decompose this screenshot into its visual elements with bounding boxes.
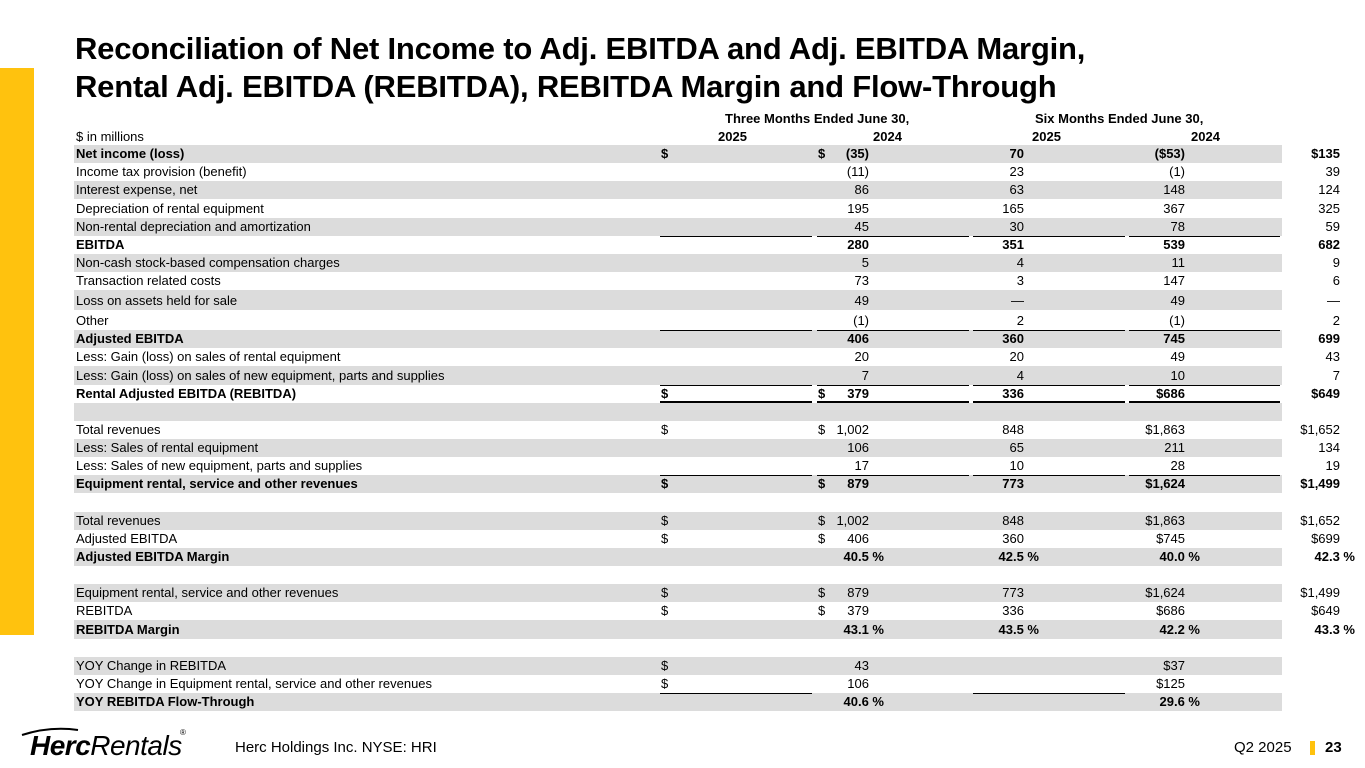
row-label: Depreciation of rental equipment xyxy=(76,200,264,216)
value-cell: (11) xyxy=(846,164,869,180)
value-cell: $125 xyxy=(1156,675,1185,691)
table-row xyxy=(74,475,1340,493)
row-label: Adjusted EBITDA Margin xyxy=(76,548,230,564)
value-cell: 43.3 % xyxy=(1314,621,1355,637)
value-cell: 29.6 % xyxy=(1159,694,1200,710)
row-label: Less: Sales of new equipment, parts and supplies xyxy=(76,458,363,474)
value-cell: 379 xyxy=(847,385,869,401)
value-cell: 63 xyxy=(1009,182,1024,198)
row-label: Non-rental depreciation and amortization xyxy=(76,218,311,234)
table-row xyxy=(74,548,1355,566)
value-cell: 2 xyxy=(1332,313,1340,329)
value-cell: $1,652 xyxy=(1300,421,1340,437)
quarter-label: Q2 2025 xyxy=(1234,739,1292,756)
currency-symbol: $ xyxy=(661,675,669,691)
table-row xyxy=(74,403,1282,421)
value-cell: 9 xyxy=(1332,254,1340,270)
value-cell: 7 xyxy=(861,367,869,383)
value-cell: $686 xyxy=(1156,603,1185,619)
value-cell: 59 xyxy=(1325,218,1340,234)
row-label: EBITDA xyxy=(76,236,125,252)
value-cell: 406 xyxy=(847,530,869,546)
value-cell: 336 xyxy=(1002,385,1024,401)
value-cell: 124 xyxy=(1318,182,1340,198)
subtotal-rule xyxy=(660,693,812,694)
value-cell: 4 xyxy=(1016,367,1024,383)
value-cell: 148 xyxy=(1163,182,1185,198)
row-label: Less: Gain (loss) on sales of rental equipment xyxy=(76,349,341,365)
row-label: Net income (loss) xyxy=(76,146,185,162)
subtotal-rule xyxy=(817,385,969,386)
subtotal-rule xyxy=(973,475,1125,476)
value-cell: 773 xyxy=(1002,585,1024,601)
table-row xyxy=(74,457,1340,475)
currency-symbol: $ xyxy=(661,585,669,601)
row-label: YOY Change in Equipment rental, service and other revenues xyxy=(76,675,433,691)
value-cell: — xyxy=(1011,293,1024,309)
value-cell: $37 xyxy=(1163,657,1185,673)
header-six-months: Six Months Ended June 30, xyxy=(1035,111,1204,126)
currency-symbol: $ xyxy=(818,512,826,528)
value-cell: 40.5 % xyxy=(843,548,884,564)
currency-symbol: $ xyxy=(818,603,826,619)
value-cell: 10 xyxy=(1009,458,1024,474)
value-cell: 147 xyxy=(1163,273,1185,289)
subtotal-rule xyxy=(973,385,1125,386)
value-cell: 134 xyxy=(1318,440,1340,456)
value-cell: $1,863 xyxy=(1145,421,1185,437)
table-row xyxy=(74,218,1340,236)
table-row xyxy=(74,199,1340,217)
row-label: Adjusted EBITDA xyxy=(76,530,178,546)
value-cell: $649 xyxy=(1311,603,1340,619)
reconciliation-table xyxy=(74,145,1355,711)
value-cell: 6 xyxy=(1332,273,1340,289)
table-row xyxy=(74,675,1282,693)
value-cell: 49 xyxy=(854,293,869,309)
table-row xyxy=(74,584,1340,602)
currency-symbol: $ xyxy=(818,385,826,401)
value-cell: $1,624 xyxy=(1145,585,1185,601)
logo-wordmark xyxy=(30,730,182,762)
value-cell: (1) xyxy=(1169,164,1185,180)
table-row xyxy=(74,566,1282,584)
value-cell: 49 xyxy=(1170,349,1185,365)
value-cell: 40.0 % xyxy=(1159,548,1200,564)
value-cell: $699 xyxy=(1311,530,1340,546)
row-label: Rental Adjusted EBITDA (REBITDA) xyxy=(76,385,297,401)
value-cell: (1) xyxy=(853,313,869,329)
row-label: Total revenues xyxy=(76,421,161,437)
table-row xyxy=(74,310,1340,330)
value-cell: 351 xyxy=(1002,236,1024,252)
row-label: REBITDA Margin xyxy=(76,621,180,637)
table-row xyxy=(74,145,1340,163)
value-cell: 30 xyxy=(1009,218,1024,234)
value-cell: 106 xyxy=(847,440,869,456)
table-row xyxy=(74,602,1340,620)
value-cell: 360 xyxy=(1002,530,1024,546)
value-cell: 406 xyxy=(847,331,869,347)
value-cell: 211 xyxy=(1164,440,1185,456)
value-cell: 325 xyxy=(1318,200,1340,216)
table-row xyxy=(74,290,1340,310)
value-cell: 86 xyxy=(854,182,869,198)
table-row xyxy=(74,236,1340,254)
title-line-2: Rental Adj. EBITDA (REBITDA), REBITDA Margin and Flow-Through xyxy=(75,69,1057,104)
value-cell: — xyxy=(1327,293,1340,309)
value-cell: 4 xyxy=(1016,254,1024,270)
value-cell: 11 xyxy=(1171,254,1185,270)
value-cell: $649 xyxy=(1311,385,1340,401)
value-cell: $1,499 xyxy=(1300,476,1340,492)
row-label: Interest expense, net xyxy=(76,182,198,198)
value-cell: $1,499 xyxy=(1300,585,1340,601)
row-label: YOY Change in REBITDA xyxy=(76,657,227,673)
value-cell: 1,002 xyxy=(836,512,869,528)
row-label: Loss on assets held for sale xyxy=(76,293,238,309)
table-row xyxy=(74,421,1340,439)
currency-symbol: $ xyxy=(818,476,826,492)
value-cell: 7 xyxy=(1332,367,1340,383)
subtotal-rule xyxy=(660,236,812,237)
accent-bar xyxy=(0,68,34,635)
value-cell: 65 xyxy=(1009,440,1024,456)
value-cell: 19 xyxy=(1325,458,1340,474)
row-label: REBITDA xyxy=(76,603,133,619)
value-cell: 39 xyxy=(1325,164,1340,180)
value-cell: 43 xyxy=(1325,349,1340,365)
row-label: Equipment rental, service and other revenues xyxy=(76,585,339,601)
subtotal-rule xyxy=(817,475,969,476)
header-three-months: Three Months Ended June 30, xyxy=(725,111,910,126)
row-label: Less: Gain (loss) on sales of new equipment, parts and supplies xyxy=(76,367,445,383)
value-cell: 773 xyxy=(1002,476,1024,492)
page-accent-bar xyxy=(1310,741,1315,755)
value-cell: $686 xyxy=(1156,385,1185,401)
title-line-1: Reconciliation of Net Income to Adj. EBITDA and Adj. EBITDA Margin, xyxy=(75,31,1086,66)
value-cell: 78 xyxy=(1170,218,1185,234)
value-cell: 23 xyxy=(1009,164,1024,180)
currency-symbol: $ xyxy=(661,385,669,401)
value-cell: 42.3 % xyxy=(1314,548,1355,564)
value-cell: 3 xyxy=(1016,273,1024,289)
row-label: Less: Sales of rental equipment xyxy=(76,440,259,456)
subtotal-rule xyxy=(660,385,812,386)
subtotal-rule xyxy=(1129,236,1280,237)
page-title xyxy=(75,30,1085,106)
value-cell: $1,863 xyxy=(1145,512,1185,528)
currency-symbol: $ xyxy=(818,530,826,546)
value-cell: $1,652 xyxy=(1300,512,1340,528)
value-cell: 73 xyxy=(854,273,869,289)
table-row xyxy=(74,181,1340,199)
value-cell: 165 xyxy=(1002,200,1024,216)
table-row xyxy=(74,439,1340,457)
row-label: Income tax provision (benefit) xyxy=(76,164,247,180)
value-cell: 20 xyxy=(1009,349,1024,365)
subtotal-rule xyxy=(660,330,812,331)
currency-symbol: $ xyxy=(661,476,669,492)
value-cell: 682 xyxy=(1318,236,1340,252)
table-row xyxy=(74,639,1282,657)
table-row xyxy=(74,385,1340,403)
table-row xyxy=(74,348,1340,366)
row-label: YOY REBITDA Flow-Through xyxy=(76,694,255,710)
value-cell: 360 xyxy=(1002,331,1024,347)
table-row xyxy=(74,330,1340,348)
currency-symbol: $ xyxy=(661,603,669,619)
value-cell: (1) xyxy=(1169,313,1185,329)
currency-symbol: $ xyxy=(661,657,669,673)
page-number: 23 xyxy=(1325,739,1342,756)
value-cell: ($53) xyxy=(1154,146,1185,162)
value-cell: 17 xyxy=(854,458,869,474)
row-label: Equipment rental, service and other revenues xyxy=(76,476,358,492)
units-label: $ in millions xyxy=(76,129,144,144)
table-row xyxy=(74,512,1340,530)
subtotal-rule xyxy=(1129,385,1280,386)
value-cell: 336 xyxy=(1002,603,1024,619)
subtotal-rule xyxy=(973,693,1125,694)
value-cell: 879 xyxy=(847,585,869,601)
table-row xyxy=(74,530,1340,548)
value-cell: 2 xyxy=(1016,313,1024,329)
value-cell: 745 xyxy=(1163,331,1185,347)
value-cell: 1,002 xyxy=(836,421,869,437)
value-cell: 42.5 % xyxy=(998,548,1039,564)
year-header-q-2025: 2025 xyxy=(718,129,747,144)
year-header-ytd-2025: 2025 xyxy=(1032,129,1061,144)
value-cell: 45 xyxy=(854,218,869,234)
value-cell: 280 xyxy=(847,236,869,252)
value-cell: 879 xyxy=(847,476,869,492)
table-row xyxy=(74,366,1340,384)
value-cell: 106 xyxy=(847,675,869,691)
value-cell: 40.6 % xyxy=(843,694,884,710)
company-ticker: Herc Holdings Inc. NYSE: HRI xyxy=(235,739,437,756)
value-cell: 699 xyxy=(1318,331,1340,347)
value-cell: $1,624 xyxy=(1145,476,1185,492)
subtotal-rule xyxy=(973,236,1125,237)
row-label: Adjusted EBITDA xyxy=(76,331,184,347)
currency-symbol: $ xyxy=(661,421,669,437)
herc-rentals-logo xyxy=(20,726,195,764)
currency-symbol: $ xyxy=(818,146,826,162)
logo-registered-mark: ® xyxy=(180,728,186,737)
table-row xyxy=(74,693,1282,711)
value-cell: 367 xyxy=(1163,200,1185,216)
table-row xyxy=(74,272,1340,290)
subtotal-rule xyxy=(817,330,969,331)
currency-symbol: $ xyxy=(661,146,669,162)
value-cell: 539 xyxy=(1163,236,1185,252)
table-row xyxy=(74,163,1340,181)
row-label: Total revenues xyxy=(76,512,161,528)
value-cell: 42.2 % xyxy=(1159,621,1200,637)
subtotal-rule xyxy=(1129,330,1280,331)
value-cell: 20 xyxy=(854,349,869,365)
value-cell: 43 xyxy=(854,657,869,673)
value-cell: 5 xyxy=(861,254,869,270)
currency-symbol: $ xyxy=(661,512,669,528)
year-header-q-2024: 2024 xyxy=(873,129,902,144)
row-label: Transaction related costs xyxy=(76,273,221,289)
logo-rentals: Rentals xyxy=(90,730,182,761)
row-label: Other xyxy=(76,313,109,329)
value-cell: 43.1 % xyxy=(843,621,884,637)
table-row xyxy=(74,254,1340,272)
value-cell: 70 xyxy=(1009,146,1024,162)
subtotal-rule xyxy=(660,475,812,476)
value-cell: 28 xyxy=(1170,458,1185,474)
value-cell: 195 xyxy=(847,200,869,216)
value-cell: 848 xyxy=(1002,421,1024,437)
value-cell: $135 xyxy=(1311,146,1340,162)
value-cell: $745 xyxy=(1156,530,1185,546)
table-row xyxy=(74,493,1282,511)
value-cell: 43.5 % xyxy=(998,621,1039,637)
subtotal-rule xyxy=(1129,475,1280,476)
currency-symbol: $ xyxy=(818,585,826,601)
logo-herc: Herc xyxy=(30,730,91,761)
currency-symbol: $ xyxy=(818,421,826,437)
value-cell: 49 xyxy=(1170,293,1185,309)
value-cell: 848 xyxy=(1002,512,1024,528)
year-header-ytd-2024: 2024 xyxy=(1191,129,1220,144)
subtotal-rule xyxy=(973,330,1125,331)
table-row xyxy=(74,620,1355,638)
value-cell: 379 xyxy=(847,603,869,619)
value-cell: (35) xyxy=(845,146,869,162)
value-cell: 10 xyxy=(1170,367,1185,383)
currency-symbol: $ xyxy=(661,530,669,546)
subtotal-rule xyxy=(817,236,969,237)
table-row xyxy=(74,657,1282,675)
row-label: Non-cash stock-based compensation charges xyxy=(76,254,340,270)
